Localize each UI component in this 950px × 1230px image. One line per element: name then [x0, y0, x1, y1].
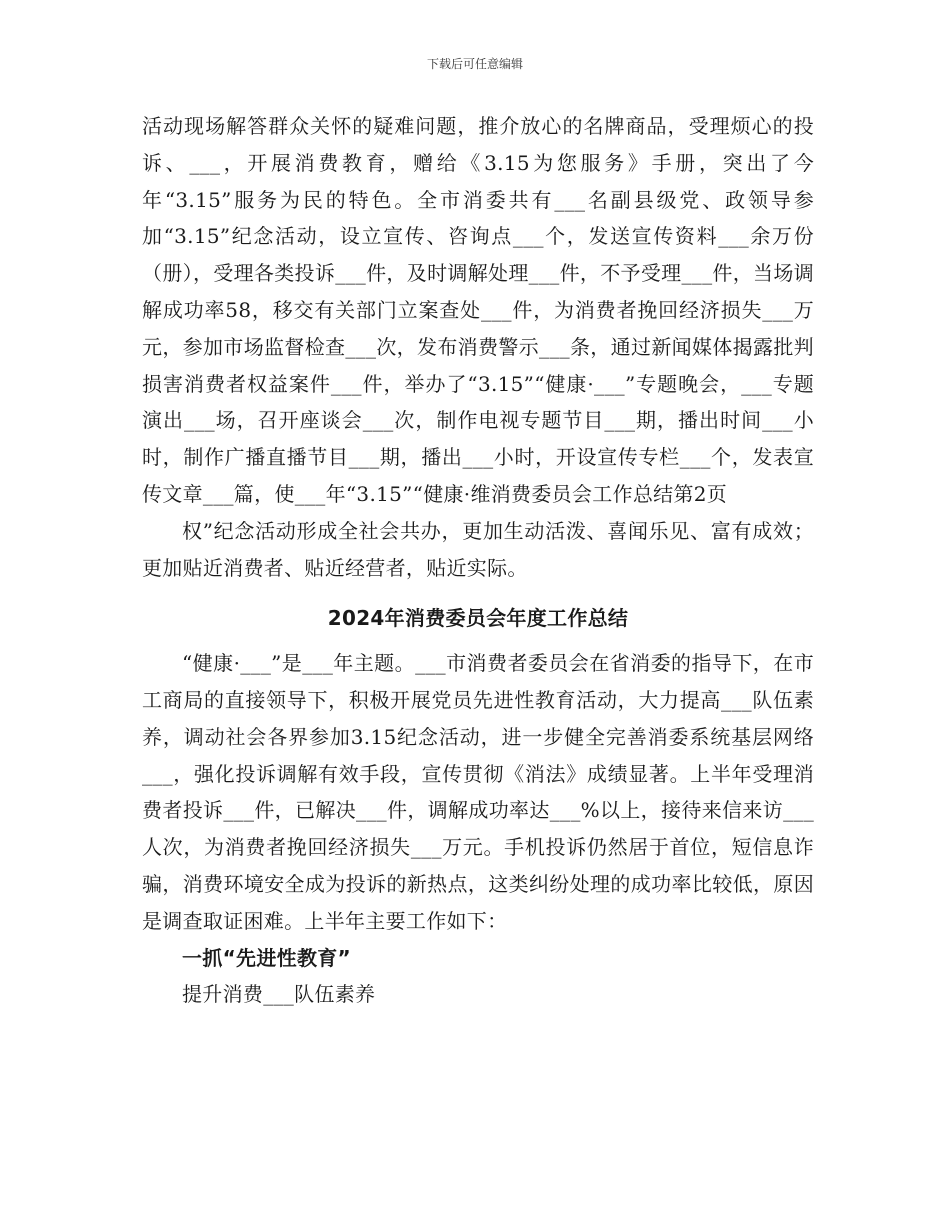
document-body — [142, 108, 814, 1013]
paragraph-continued: 活动现场解答群众关怀的疑难问题，推介放心的名牌商品，受理烦心的投诉、___，开展消费教育，赠给《3.15为您服务》手册，突出了今年“3.15”服务为民的特色。全市消委共有___名副县级党、政领导参加“3.15”纪念活动，设立宣传、咨询点___个，发送宣传资料___余万份（册），受理各类投诉___件，及时调解处理___件，不予受理___件，当场调解成功率58，移交有关部门立案查处___件，为消费者挽回经济损失___万元，参加市场监督检查___次，发布消费警示___条，通过新闻媒体揭露批判损害消费者权益案件___件，举办了“3.15”“健康·___”专题晚会，___专题演出___场，召开座谈会___次，制作电视专题节目___期，播出时间___小时，制作广播直播节目___期，播出___小时，开设宣传专栏___个，发表宣传文章___篇，使___年“3.15”“健康·维消费委员会工作总结第2页 — [142, 114, 814, 506]
page-header-note: 下载后可任意编辑 — [426, 57, 523, 71]
paragraph-closing: 权”纪念活动形成全社会共办，更加生动活泼、喜闻乐见、富有成效；更加贴近消费者、贴近经营者，贴近实际。 — [142, 518, 814, 580]
section-line: 提升消费___队伍素养 — [182, 982, 376, 1007]
document-title: 2024年消费委员会年度工作总结 — [327, 606, 629, 631]
section-heading: 一抓“先进性教育” — [182, 945, 351, 970]
paragraph-intro: “健康·___”是___年主题。___市消费者委员会在省消委的指导下，在市工商局的直接领导下，积极开展党员先进性教育活动，大力提高___队伍素养，调动社会各界参加3.15纪念活动，进一步健全完善消委系统基层网络___，强化投诉调解有效手段，宣传贯彻《消法》成绩显著。上半年受理消费者投诉___件，已解决___件，调解成功率达___%以上，接待来信来访___人次，为消费者挽回经济损失___万元。手机投诉仍然居于首位，短信息诈骗，消费环境安全成为投诉的新热点，这类纠纷处理的成功率比较低，原因是调查取证困难。上半年主要工作如下： — [142, 651, 814, 933]
